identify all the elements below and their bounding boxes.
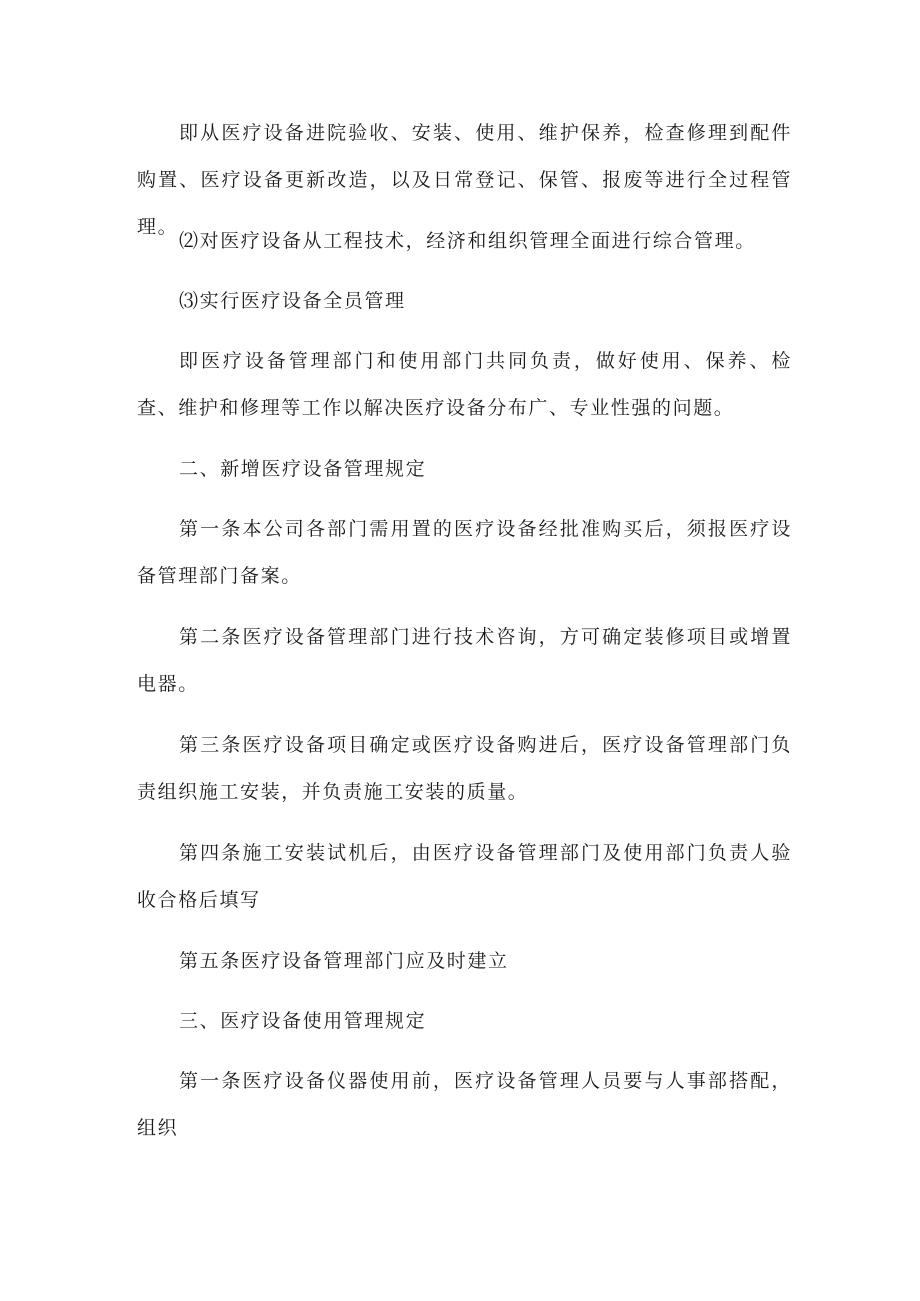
paragraph-item-2: ⑵对医疗设备从工程技术，经济和组织管理全面进行综合管理。 — [179, 230, 756, 252]
section-heading-3: 三、医疗设备使用管理规定 — [179, 1010, 427, 1032]
article-1-paragraph: 第一条本公司各部门需用置的医疗设备经批准购买后，须报医疗设备管理部门备案。 — [137, 518, 792, 587]
section-heading-2: 二、新增医疗设备管理规定 — [179, 458, 427, 480]
article-2-paragraph: 第二条医疗设备管理部门进行技术咨询，方可确定装修项目或增置电器。 — [137, 626, 792, 695]
paragraph-lifecycle-management: 即从医疗设备进院验收、安装、使用、维护保养，检查修理到配件购置、医疗设备更新改造，以及日常登记、保管、报废等进行全过程管理。 — [137, 122, 792, 238]
usage-article-1-paragraph: 第一条医疗设备仪器使用前，医疗设备管理人员要与人事部搭配，组织 — [137, 1070, 792, 1139]
article-5-paragraph: 第五条医疗设备管理部门应及时建立 — [179, 950, 509, 972]
article-4-paragraph: 第四条施工安装试机后，由医疗设备管理部门及使用部门负责人验收合格后填写 — [137, 842, 792, 911]
article-3-paragraph: 第三条医疗设备项目确定或医疗设备购进后，医疗设备管理部门负责组织施工安装，并负责施工安装的质量。 — [137, 734, 792, 803]
paragraph-item-3: ⑶实行医疗设备全员管理 — [179, 290, 406, 312]
paragraph-shared-responsibility: 即医疗设备管理部门和使用部门共同负责，做好使用、保养、检查、维护和修理等工作以解决医疗设备分布广、专业性强的问题。 — [137, 350, 792, 419]
